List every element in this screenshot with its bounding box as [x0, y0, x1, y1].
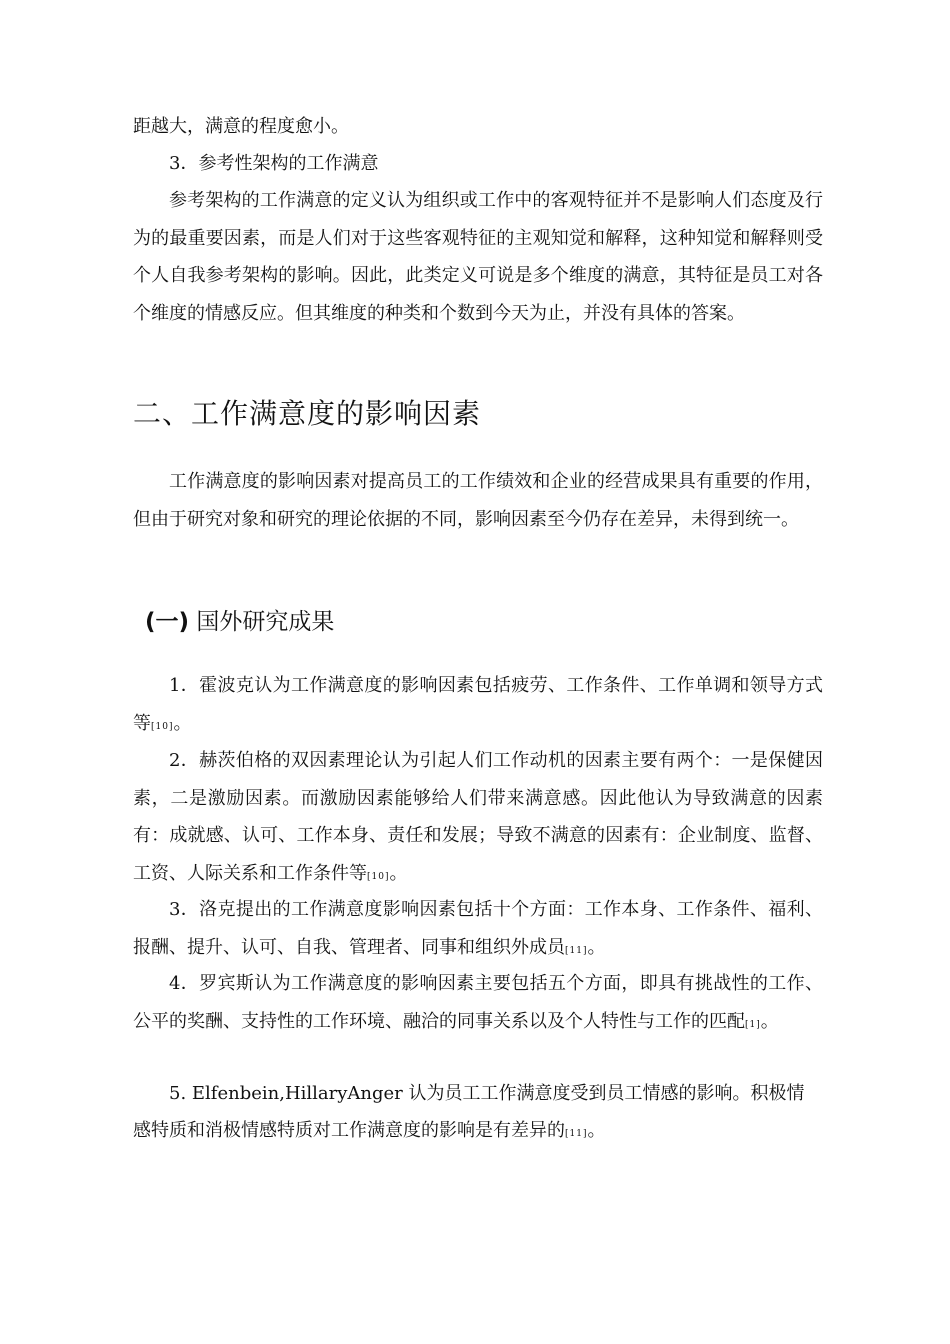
- list-item-text: 感特质和消极情感特质对工作满意度的影响是有差异的: [133, 1120, 565, 1141]
- citation: [11]: [565, 1129, 588, 1139]
- list-item-5-line2: [133, 1112, 823, 1154]
- section-heading-text: 二、工作满意度的影响因素: [133, 397, 482, 430]
- citation: [10]: [151, 721, 174, 732]
- list-item-5-line1: [133, 1075, 823, 1113]
- list-item-2: [133, 742, 823, 896]
- paragraph-intro-tail: [133, 108, 823, 146]
- paragraph-text: 距越大，满意的程度愈小。: [133, 116, 349, 137]
- subsection-number: (一): [145, 609, 190, 635]
- list-item-end: 。: [389, 862, 408, 884]
- item3-title-text: 3．参考性架构的工作满意: [169, 153, 379, 174]
- list-item-end: 。: [587, 936, 606, 958]
- list-item-end: 。: [760, 1010, 779, 1032]
- list-item-3: [133, 891, 823, 970]
- list-item-end: 。: [587, 1120, 606, 1141]
- citation: [11]: [565, 945, 588, 956]
- subsection-title: 国外研究成果: [196, 609, 335, 635]
- citation: [1]: [745, 1019, 761, 1030]
- list-item-text: 1．霍波克认为工作满意度的影响因素包括疲劳、工作条件、工作单调和领导方式等: [133, 675, 823, 734]
- paragraph-text: 工作满意度的影响因素对提高员工的工作绩效和企业的经营成果具有重要的作用，但由于研究对象和研究的理论依据的不同，影响因素至今仍存在差异，未得到统一。: [133, 471, 823, 530]
- list-item-end: 。: [173, 712, 192, 734]
- paragraph-section-intro: [133, 463, 823, 538]
- list-item-text: 2．赫茨伯格的双因素理论认为引起人们工作动机的因素主要有两个：一是保健因素，二是激励因素。而激励因素能够给人们带来满意感。因此他认为导致满意的因素有：成就感、认可、工作本身、责任和发展；导致不满意的因素有：企业制度、监督、工资、人际关系和工作条件等: [133, 750, 823, 884]
- section-heading: [133, 392, 481, 432]
- paragraph-text: 参考架构的工作满意的定义认为组织或工作中的客观特征并不是影响人们态度及行为的最重要因素，而是人们对于这些客观特征的主观知觉和解释，这种知觉和解释则受个人自我参考架构的影响。因此，此类定义可说是多个维度的满意，其特征是员工对各个维度的情感反应。但其维度的种类和个数到今天为止，并没有具体的答案。: [133, 190, 823, 324]
- list-item-1: [133, 667, 823, 746]
- list-item-text: 4．罗宾斯认为工作满意度的影响因素主要包括五个方面，即具有挑战性的工作、公平的奖酬、支持性的工作环境、融洽的同事关系以及个人特性与工作的匹配: [133, 973, 823, 1032]
- item3-title: [133, 145, 823, 183]
- citation: [10]: [367, 871, 390, 882]
- subsection-heading: [145, 603, 334, 636]
- list-item-text: 3．洛克提出的工作满意度影响因素包括十个方面：工作本身、工作条件、福利、报酬、提升、认可、自我、管理者、同事和组织外成员: [133, 899, 823, 958]
- list-item-4: [133, 965, 823, 1044]
- list-item-text: 5. Elfenbein,HillaryAnger 认为员工工作满意度受到员工情感的影响。积极情: [169, 1083, 805, 1104]
- paragraph-item3-body: [133, 182, 823, 332]
